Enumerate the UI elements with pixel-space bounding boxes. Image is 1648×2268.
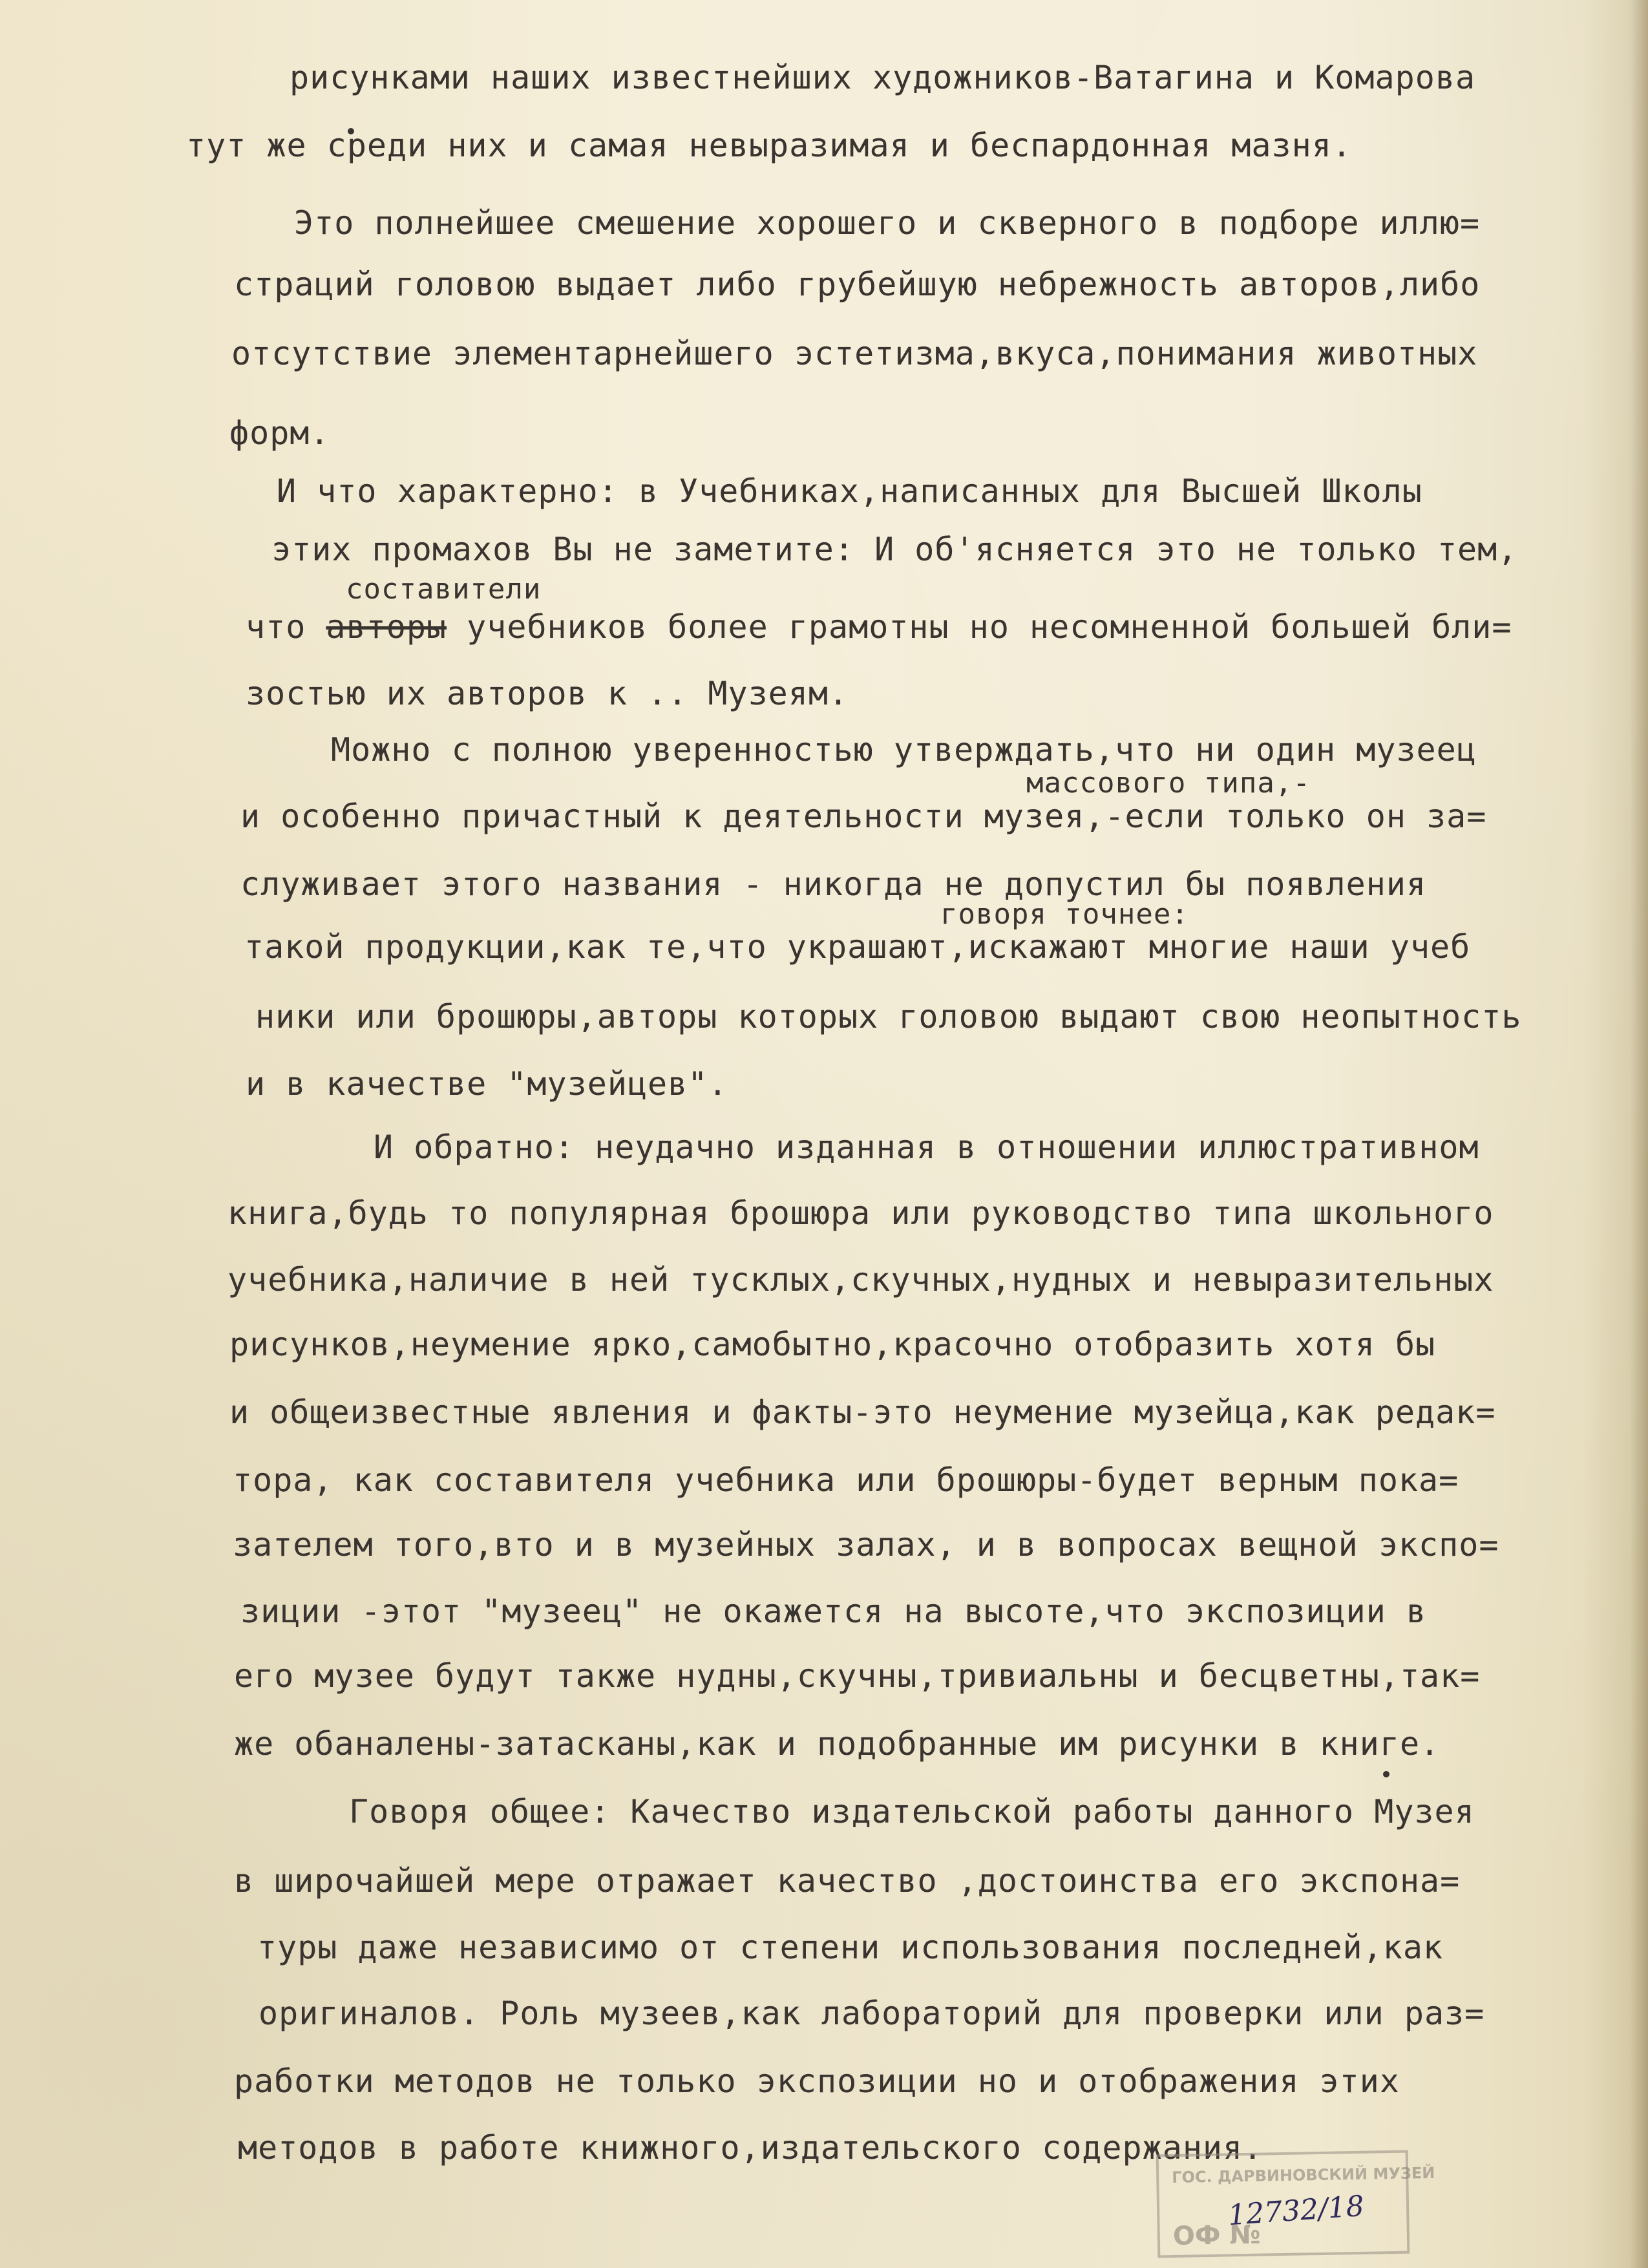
text-line-1: рисунками наших известнейших художников-Ватагина и Комарова (290, 59, 1476, 96)
text-line-9 (246, 608, 1512, 646)
stamp-fund-label: ОФ № (1172, 2220, 1261, 2251)
text-line-25: его музее будут также нудны,скучны,тривиальны и бесцветны,так= (234, 1657, 1481, 1695)
text-line-24: зиции -этот "музеец" не окажется на высоте,что экспозиции в (240, 1593, 1427, 1630)
text-line-30: оригиналов. Роль музеев,как лабораторий для проверки или раз= (259, 1995, 1485, 2032)
text-line-13: служивает этого названия - никогда не допустил бы появления (240, 865, 1427, 903)
stamp-institution: ГОС. ДАРВИНОВСКИЙ МУЗЕЙ (1172, 2163, 1435, 2187)
text-line-28: в широчайшей мере отражает качество ,достоинства его экспона= (234, 1862, 1461, 1900)
handwritten-inventory-number: 12732/18 (1227, 2189, 1366, 2232)
text-line-19: учебника,наличие в ней тусклых,скучных,нудных и невыразительных (227, 1261, 1494, 1298)
text-line-3: Это полнейшее смешение хорошего и скверного в подборе иллю= (294, 204, 1481, 242)
text-line-29: туры даже независимо от степени использования последней,как (257, 1929, 1444, 1966)
text-line-14: такой продукции,как те,что украшают,искажают многие наши учеб (244, 928, 1471, 966)
text-line-16: и в качестве "музейцев". (246, 1065, 728, 1103)
page-edge-shadow (1630, 0, 1648, 2268)
dot-mark-2 (1383, 1771, 1389, 1777)
text-line-18: книга,будь то популярная брошюра или руководство типа школьного (227, 1194, 1494, 1232)
text-line-11: Можно с полною уверенностью утверждать,что ни один музеец (331, 731, 1477, 768)
text-line-6: форм. (229, 414, 330, 452)
text-line-9-end: учебников более грамотны но несомненной большей бли= (447, 608, 1512, 646)
text-line-8: этих промахов Вы не заметите: И об'ясняется это не только тем, (271, 531, 1518, 568)
text-line-32: методов в работе книжного,издательского содержания. (238, 2129, 1263, 2167)
text-line-2: тут же среди них и самая невыразимая и беспардонная мазня. (186, 127, 1352, 164)
text-line-26: же обаналены-затасканы,как и подобранные им рисунки в книге. (234, 1725, 1441, 1763)
text-line-10: зостью их авторов к .. Музеям. (246, 675, 849, 712)
struck-word: авторы (326, 608, 447, 646)
text-line-9-start: что (246, 608, 326, 646)
text-line-27: Говоря общее: Качество издательской работы данного Музея (349, 1793, 1475, 1830)
text-line-23: зателем того,вто и в музейных залах, и в вопросах вещной экспо= (233, 1526, 1499, 1563)
text-line-5: отсутствие элементарнейшего эстетизма,вкуса,понимания животных (231, 335, 1478, 372)
text-line-31: работки методов не только экспозиции но и отображения этих (234, 2062, 1400, 2100)
text-line-17: И обратно: неудачно изданная в отношении иллюстративном (374, 1129, 1479, 1166)
text-line-15: ники или брошюры,авторы которых головою выдают свою неопытность (255, 998, 1522, 1035)
insert-above-line-2: массового типа,- (1026, 767, 1311, 800)
insert-above-line-3: говоря точнее: (940, 898, 1189, 931)
text-line-21: и общеизвестные явления и факты-это неумение музейца,как редак= (229, 1394, 1496, 1431)
text-line-20: рисунков,неумение ярко,самобытно,красочно отобразить хотя бы (229, 1326, 1436, 1363)
insert-above-line: составители (346, 573, 542, 606)
text-line-22: тора, как составителя учебника или брошюры-будет верным пока= (233, 1461, 1459, 1499)
text-line-7: И что характерно: в Учебниках,написанных для Высшей Школы (277, 472, 1422, 510)
text-line-12: и особенно причастный к деятельности музея,-если только он за= (240, 798, 1487, 835)
text-line-4: страций головою выдает либо грубейшую небрежность авторов,либо (234, 266, 1481, 303)
